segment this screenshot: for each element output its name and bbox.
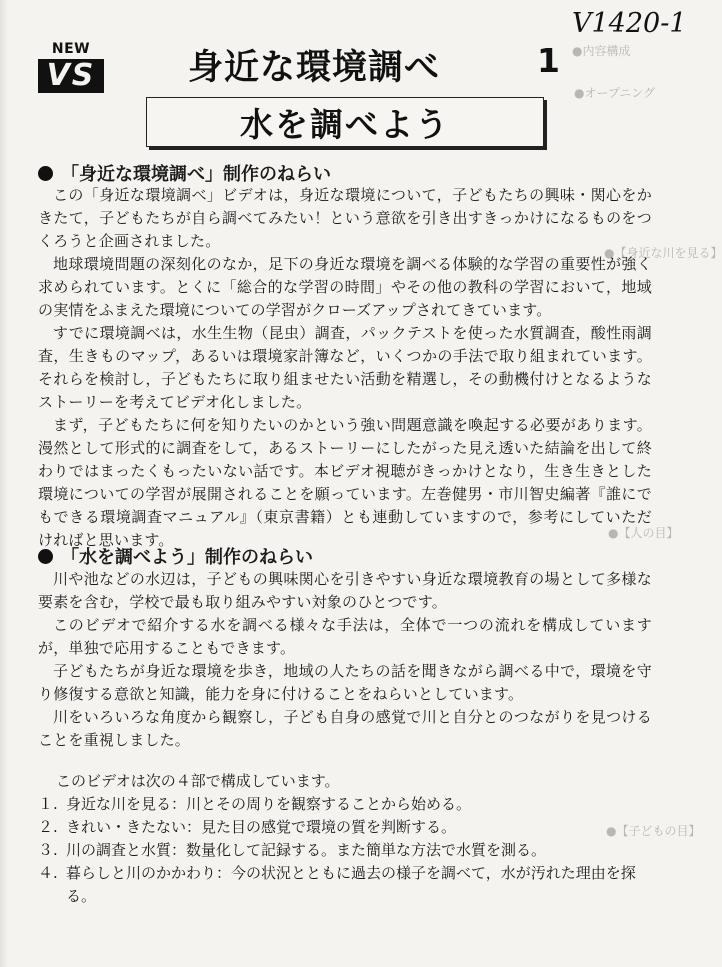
- logo-vs-text: VS: [38, 59, 104, 93]
- subtitle: 水を調べよう: [240, 104, 450, 144]
- list-item: [38, 839, 652, 862]
- numbered-list: [38, 793, 652, 908]
- new-vs-logo: [38, 42, 104, 94]
- paragraph: 川や池などの水辺は，子どもの興味関心を引きやすい身近な環境教育の場として多様な要素を含む，学校で最も取り組みやすい対象のひとつです。: [38, 570, 652, 611]
- list-number: １.: [38, 795, 58, 813]
- list-number: ２.: [38, 818, 58, 836]
- handwritten-code: V1420-1: [572, 8, 687, 39]
- subtitle-box: [146, 97, 544, 147]
- list-text: 身近な川を見る：川とその周りを観察することから始める。: [66, 795, 472, 813]
- list-text: 暮らしと川のかかわり：今の状況とともに過去の様子を調べて，水が汚れた理由を探る。: [66, 864, 636, 905]
- page-title: 身近な環境調べ: [188, 48, 441, 88]
- bleed-through: ●オープニング: [574, 86, 656, 100]
- section-heading-text: 「身近な環境調べ」制作のねらい: [61, 164, 331, 185]
- paragraph: まず，子どもたちに何を知りたいのかという強い問題意識を喚起する必要があります。漫然として形式的に調査をして，あるストーリーにしたがった見え透いた結論を出して終わりではまったくもったいない話です。本ビデオ視聴がきっかけとなり，生き生きとした環境についての学習が展開されることを願っています。左巻健男・市川智史編著『誰にでもできる環境調査マニュアル』（東京書籍）とも連動していますので，参考にしていただければと思います。: [38, 416, 652, 549]
- list-item: [38, 862, 652, 908]
- bullet-icon: [38, 166, 53, 181]
- paragraph: 地球環境問題の深刻化のなか，足下の身近な環境を調べる体験的な学習の重要性が強く求められています。とくに「総合的な学習の時間」やその他の教科の学習において，地域の実情をふまえた環境についての学習がクローズアップされてきています。: [38, 255, 652, 319]
- bleed-through: ●【子どもの目】: [606, 824, 701, 838]
- bullet-icon: [38, 549, 53, 564]
- logo-new-text: NEW: [51, 41, 91, 57]
- list-intro: このビデオは次の４部で構成しています。: [56, 772, 340, 790]
- section-body: [38, 184, 652, 552]
- section-heading: [38, 160, 331, 186]
- title-number: 1: [537, 41, 560, 80]
- paragraph: この「身近な環境調べ」ビデオは，身近な環境について，子どもたちの興味・関心をかきたて，子どもたちが自ら調べてみたい！という意欲を引き出すきっかけになるものをつくろうと企画されました。: [38, 186, 652, 250]
- section-body: [38, 568, 652, 752]
- page-edge: [0, 0, 8, 967]
- list-number: ４.: [38, 864, 58, 882]
- list-text: きれい・きたない：見た目の感覚で環境の質を判断する。: [66, 818, 457, 836]
- list-number: ３.: [38, 841, 58, 859]
- paragraph: 川をいろいろな角度から観察し，子ども自身の感覚で川と自分とのつながりを見つけることを重視しました。: [38, 708, 652, 749]
- paragraph: このビデオで紹介する水を調べる様々な手法は，全体で一つの流れを構成していますが，単独で応用することもできます。: [38, 616, 652, 657]
- section-heading-text: 「水を調べよう」制作のねらい: [61, 547, 313, 568]
- paragraph: 子どもたちが身近な環境を歩き，地域の人たちの話を聞きながら調べる中で，環境を守り修復する意欲と知識，能力を身に付けることをねらいとしています。: [38, 662, 652, 703]
- list-text: 川の調査と水質：数量化して記録する。また簡単な方法で水質を測る。: [66, 841, 547, 859]
- section-heading: [38, 543, 313, 569]
- list-item: [38, 793, 652, 816]
- paragraph: すでに環境調べは，水生生物（昆虫）調査，パックテストを使った水質調査，酸性雨調査，生きものマップ，あるいは環境家計簿など，いくつかの手法で取り組まれています。それらを検討し，子どもたちに取り組ませたい活動を精選し，その動機付けとなるようなストーリーを考えてビデオ化しました。: [38, 324, 652, 411]
- bleed-through: ●内容構成: [572, 44, 631, 58]
- bleed-through: ●【身近な川を見る】: [604, 246, 722, 260]
- bleed-through: ●【人の目】: [608, 526, 679, 540]
- list-item: [38, 816, 652, 839]
